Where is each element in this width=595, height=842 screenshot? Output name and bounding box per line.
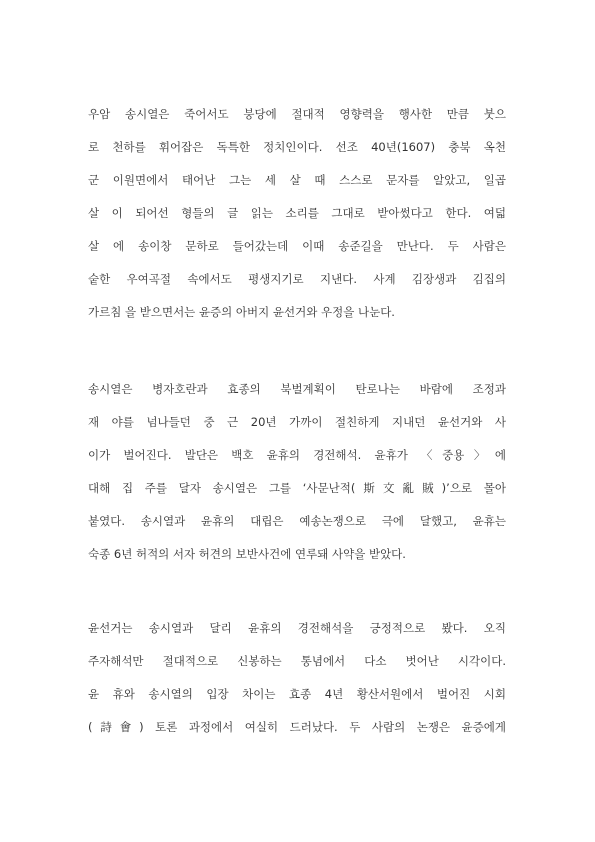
- text-line: 주자해석만 절대적으로 신봉하는 통념에서 다소 벗어난 시각이다.: [88, 654, 506, 668]
- text-line: 윤 휴와 송시열의 입장 차이는 효종 4년 황산서원에서 벌어진 시회: [88, 687, 506, 701]
- text-line: 재 야를 넘나들던 중 근 20년 가까이 절친하게 지내던 윤선거와 사: [88, 415, 506, 429]
- text-line: 붙였다. 송시열과 윤휴의 대립은 예송논쟁으로 극에 달했고, 윤휴는: [88, 514, 506, 528]
- text-line: 숙종 6년 허적의 서자 허견의 보반사건에 연루돼 사약을 받았다.: [88, 547, 406, 561]
- text-line: 군 이원면에서 태어난 그는 세 살 때 스스로 문자를 알았고, 일곱: [88, 173, 506, 187]
- text-line: 로 천하를 휘어잡은 독특한 정치인이다. 선조 40년(1607) 충북 옥천: [88, 140, 506, 154]
- text-line: 이가 벌어진다. 발단은 백호 윤휴의 경전해석. 윤휴가 〈중용〉에: [88, 448, 506, 462]
- text-line: 송시열은 병자호란과 효종의 북벌계획이 탄로나는 바람에 조정과: [88, 382, 506, 396]
- paragraph-1: [88, 98, 506, 329]
- text-line: 살 이 되어선 형들의 글 읽는 소리를 그대로 받아썼다고 한다. 여덟: [88, 206, 506, 220]
- text-line: 살 에 송이창 문하로 들어갔는데 이때 송준길을 만난다. 두 사람은: [88, 239, 506, 253]
- text-line: 가르침 을 받으면서는 윤증의 아버지 윤선거와 우정을 나눈다.: [88, 305, 395, 319]
- paragraph-3: [88, 612, 506, 744]
- text-line: 우암 송시열은 죽어서도 붕당에 절대적 영향력을 행사한 만큼 붓으: [88, 107, 506, 121]
- text-line: (詩會) 토론 과정에서 여실히 드러났다. 두 사람의 논쟁은 윤증에게: [88, 720, 506, 734]
- text-line: 윤선거는 송시열과 달리 윤휴의 경전해석을 긍정적으로 봤다. 오직: [88, 621, 506, 635]
- text-line: 숱한 우여곡절 속에서도 평생지기로 지낸다. 사계 김장생과 김집의: [88, 272, 506, 286]
- paragraph-2: [88, 373, 506, 571]
- text-line: 대해 집 주를 달자 송시열은 그를 ‘사문난적(斯文亂賊)’으로 몰아: [88, 481, 506, 495]
